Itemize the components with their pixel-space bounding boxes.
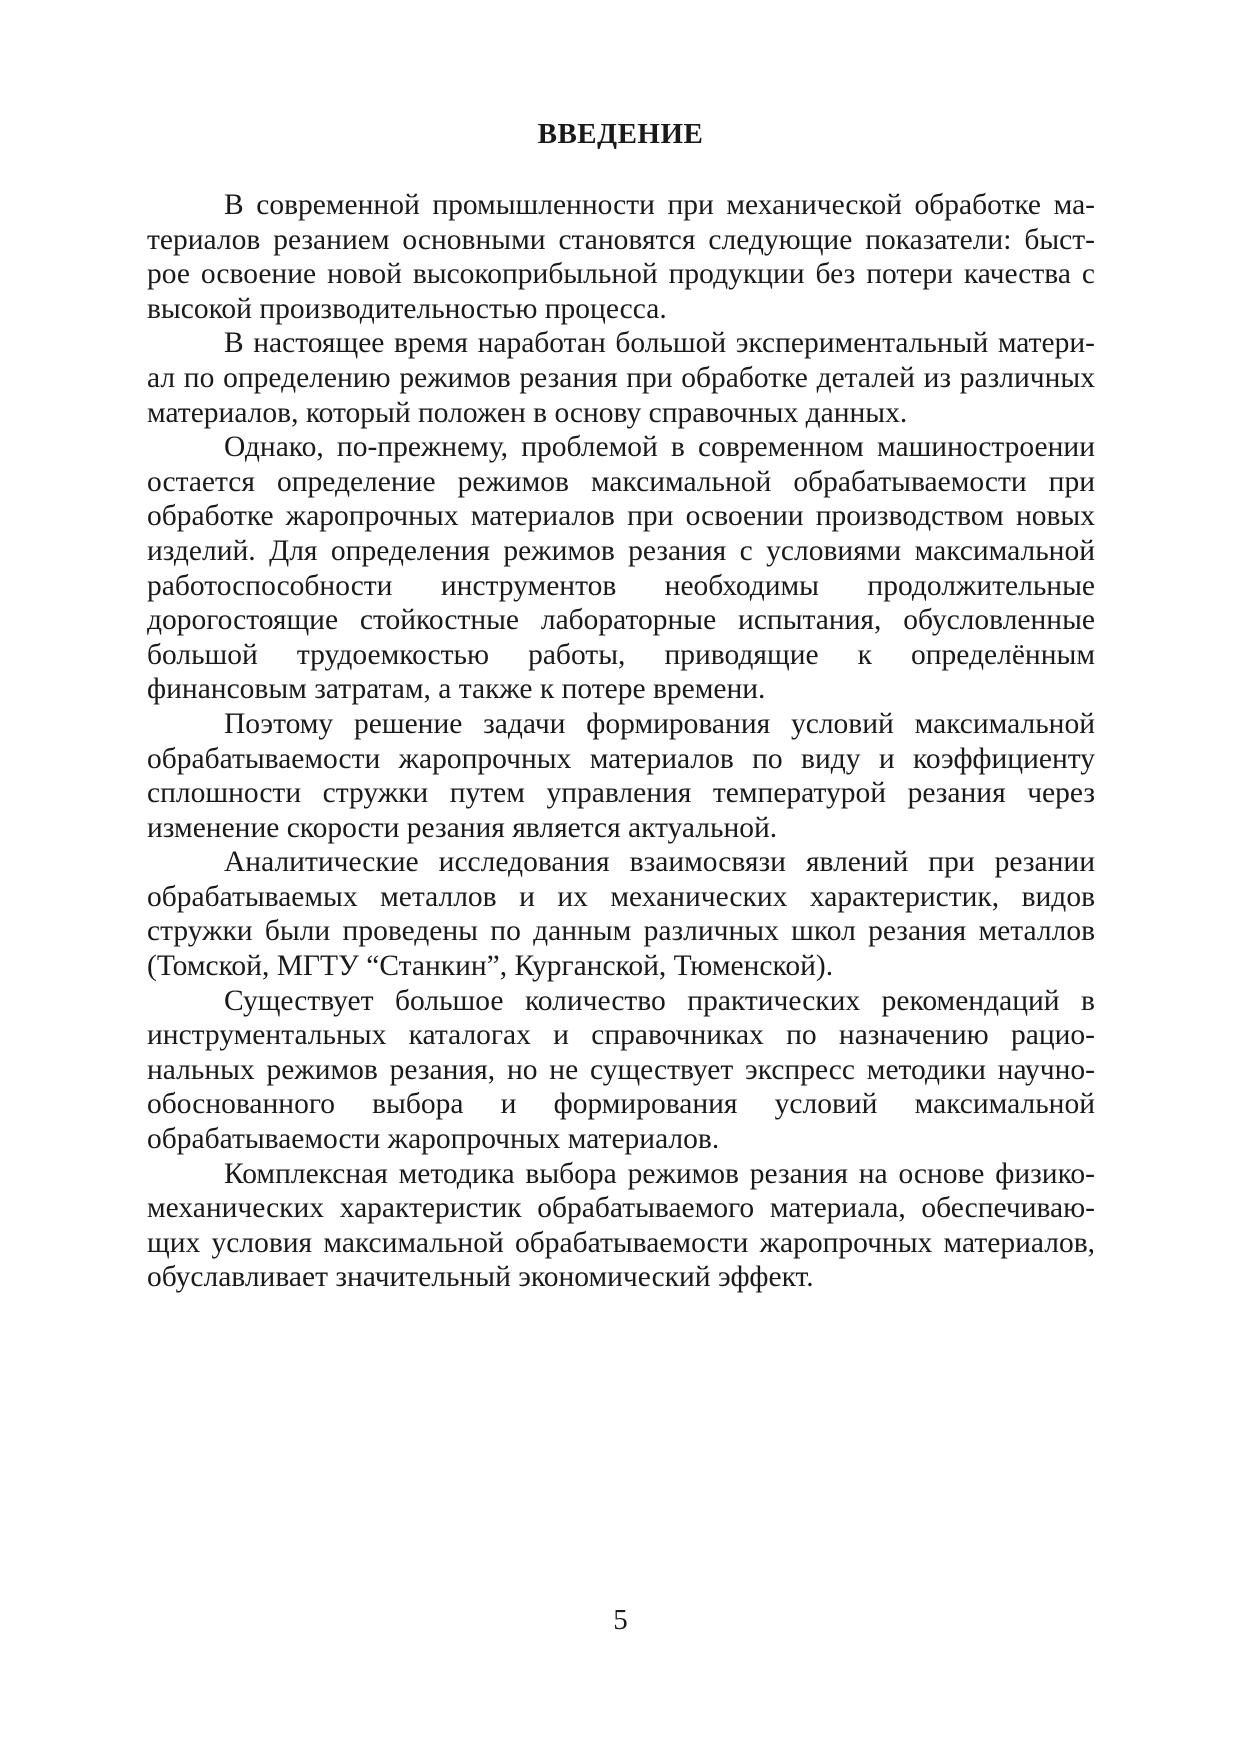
section-heading: ВВЕДЕНИЕ <box>537 118 704 150</box>
paragraph: В настоящее время наработан большой экспериментальный материал по определению режимов резания при обработке деталей из различных материалов, который положен в основу справочных данных. <box>147 327 1095 429</box>
paragraph: Поэтому решение задачи формирования условий максимальной обрабатываемости жаропрочных материалов по виду и коэффициенту сплошности стружки путем управления температурой резания через изменение скорости резания является актуальной. <box>147 707 1095 844</box>
paragraph: Однако, по-прежнему, проблемой в современном машиностроении остается определение режимов максимальной обрабатываемости при обработке жаропрочных материалов при освоении производством новых изделий. Для определения режимов резания с условиями максимальной работоспособности инструментов необходимы продолжительные дорогостоящие стойкостные лабораторные испытания, обусловленные большой трудоемкостью работы, приводящие к определённым финансовым затратам, а также к потере времени. <box>147 431 1095 706</box>
paragraph: Аналитические исследования взаимосвязи явлений при резании обрабатываемых металлов и их механических характеристик, видов стружки были проведены по данным различных школ резания металлов (Томской, МГТУ “Станкин”, Курганской, Тюменской). <box>147 846 1095 983</box>
paragraph: В современной промышленности при механической обработке материалов резанием основными становятся следующие показатели: быстрое освоение новой высокоприбыльной продукции без потери качества с высокой производительностью процесса. <box>147 189 1095 325</box>
paragraph: Комплексная методика выбора режимов резания на основе физико-механических характеристик обрабатываемого материала, обеспечивающих условия максимальной обрабатываемости жаропрочных материалов, обуславливает значительный экономический эффект. <box>147 1157 1095 1294</box>
paragraph: Существует большое количество практических рекомендаций в инструментальных каталогах и справочниках по назначению рациональных режимов резания, но не существует экспресс методики научно-обоснованного выбора и формирования условий максимальной обрабатываемости жаропрочных материалов. <box>147 984 1095 1156</box>
page-number: 5 <box>613 1604 628 1636</box>
body-text <box>147 188 1095 1295</box>
